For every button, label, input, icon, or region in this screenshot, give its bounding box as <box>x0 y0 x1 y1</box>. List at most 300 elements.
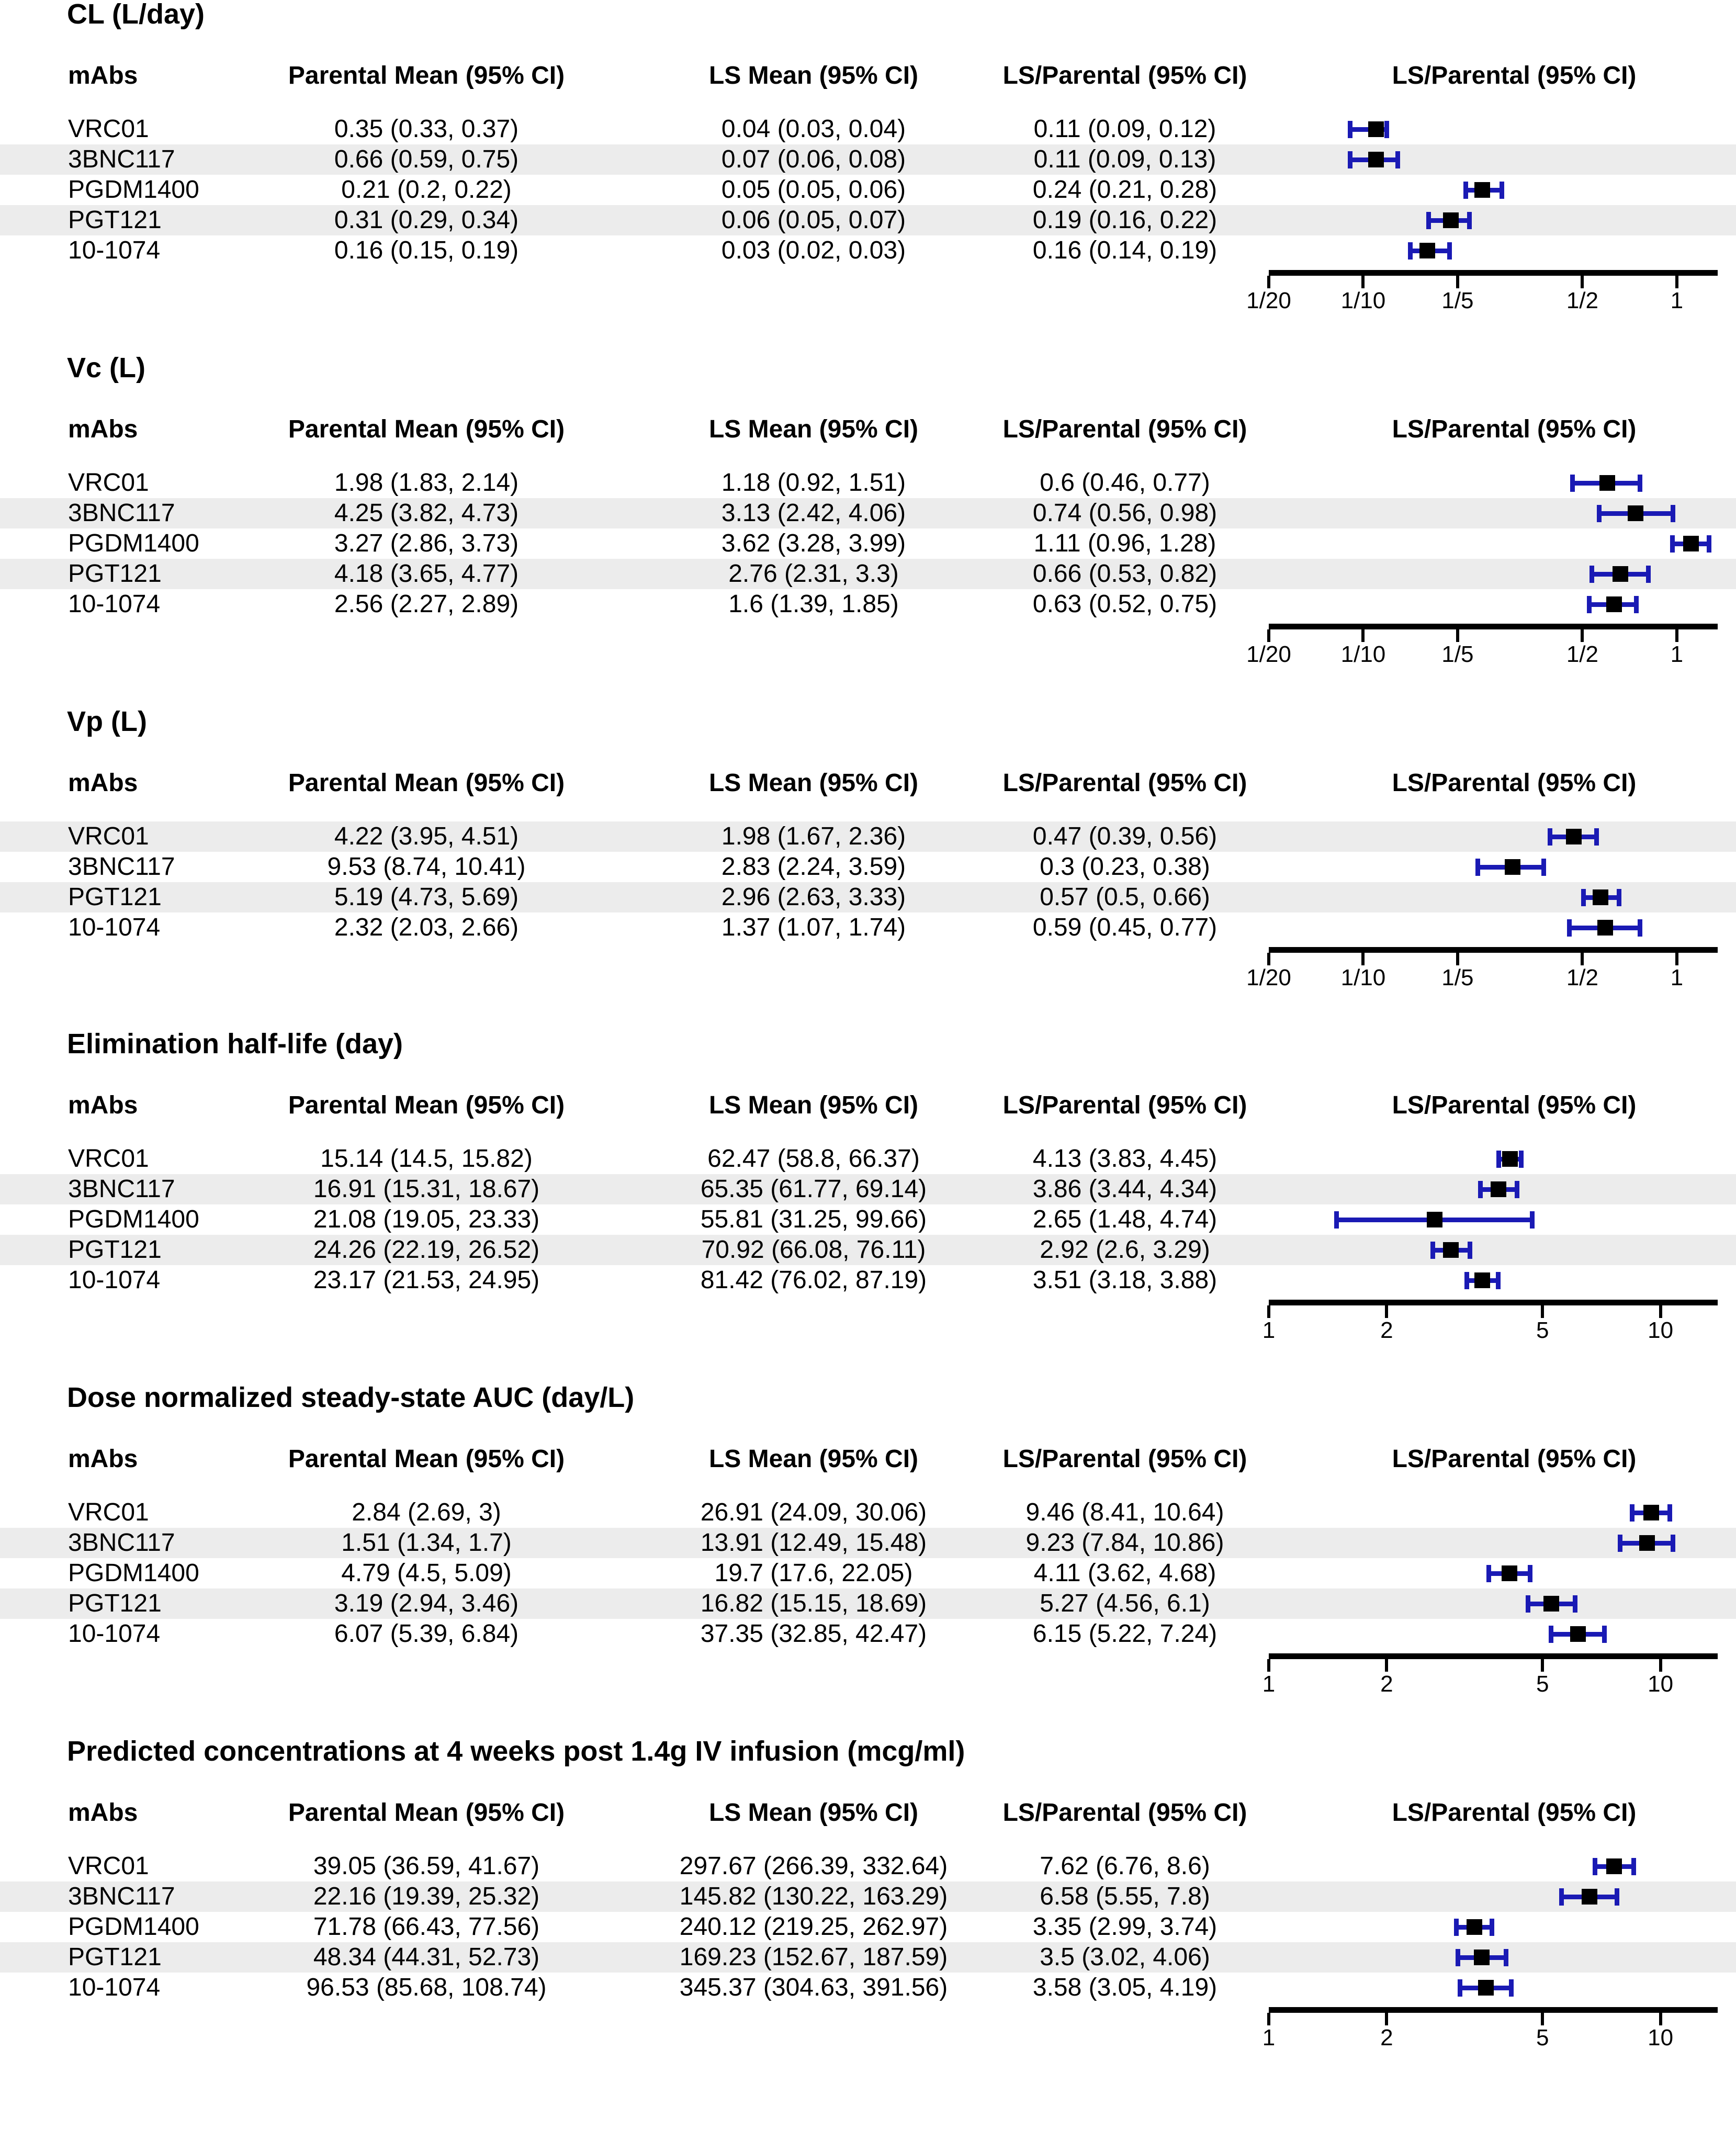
row-ls-mean: 3.13 (2.42, 4.06) <box>721 499 906 527</box>
axis-tick-label: 1/10 <box>1340 641 1386 667</box>
ci-cap-upper <box>1467 212 1472 229</box>
axis-tick <box>1675 276 1678 288</box>
ci-cap-upper <box>1615 1888 1619 1906</box>
row-ls-mean: 0.06 (0.05, 0.07) <box>721 206 906 234</box>
panel-title: Elimination half-life (day) <box>67 1028 403 1060</box>
row-parental-mean: 0.35 (0.33, 0.37) <box>334 115 519 143</box>
row-ls-parental-ratio: 0.19 (0.16, 0.22) <box>1032 206 1218 234</box>
column-header-mabs: mAbs <box>68 1091 138 1119</box>
point-estimate-marker <box>1368 152 1384 167</box>
ci-cap-lower <box>1408 242 1413 260</box>
row-mab-name: 10-1074 <box>68 590 161 618</box>
axis-tick-label: 1 <box>1262 1317 1276 1343</box>
axis-tick-label: 2 <box>1380 1671 1393 1697</box>
row-mab-name: PGT121 <box>68 883 162 911</box>
row-ls-mean: 3.62 (3.28, 3.99) <box>721 529 906 557</box>
row-ls-parental-ratio: 0.63 (0.52, 0.75) <box>1032 590 1218 618</box>
axis-tick-label: 10 <box>1648 1671 1674 1697</box>
column-header-ls-parental-plot: LS/Parental (95% CI) <box>1392 769 1637 797</box>
point-estimate-marker <box>1597 920 1613 936</box>
header-spacer <box>0 96 1736 114</box>
table-row <box>0 1558 1736 1588</box>
table-row <box>0 559 1736 589</box>
row-mab-name: VRC01 <box>68 115 149 143</box>
axis-tick <box>1659 1305 1662 1318</box>
axis-line <box>1269 624 1718 629</box>
row-ls-mean: 1.6 (1.39, 1.85) <box>728 590 899 618</box>
point-estimate-marker <box>1582 1889 1597 1905</box>
ci-cap-lower <box>1670 535 1675 553</box>
axis-tick <box>1581 276 1584 288</box>
column-header-ls-parental: LS/Parental (95% CI) <box>1002 415 1247 443</box>
ci-cap-lower <box>1478 1181 1483 1198</box>
row-mab-name: PGT121 <box>68 560 162 588</box>
axis-tick <box>1659 1659 1662 1672</box>
ci-cap-lower <box>1526 1595 1530 1613</box>
row-mab-name: VRC01 <box>68 823 149 850</box>
ci-cap-lower <box>1456 1949 1460 1966</box>
row-ls-parental-ratio: 3.35 (2.99, 3.74) <box>1032 1913 1218 1941</box>
column-header-ls-parental: LS/Parental (95% CI) <box>1002 769 1247 797</box>
row-ls-mean: 240.12 (219.25, 262.97) <box>679 1913 948 1941</box>
table-row <box>0 1942 1736 1973</box>
row-ls-parental-ratio: 4.13 (3.83, 4.45) <box>1032 1145 1218 1173</box>
row-mab-name: 3BNC117 <box>68 499 175 527</box>
axis-tick-label: 1/10 <box>1340 965 1386 990</box>
row-mab-name: 10-1074 <box>68 1266 161 1294</box>
row-parental-mean: 21.08 (19.05, 23.33) <box>313 1205 540 1233</box>
panel-title: Vp (L) <box>67 706 147 737</box>
ci-cap-upper <box>1496 1272 1501 1289</box>
row-ls-parental-ratio: 1.11 (0.96, 1.28) <box>1033 529 1216 557</box>
row-ls-parental-ratio: 0.59 (0.45, 0.77) <box>1032 914 1218 941</box>
ci-cap-lower <box>1567 919 1572 937</box>
table-header-row <box>0 409 1736 450</box>
row-ls-parental-ratio: 7.62 (6.76, 8.6) <box>1040 1852 1210 1880</box>
row-ls-mean: 0.03 (0.02, 0.03) <box>721 236 906 264</box>
axis-tick-label: 5 <box>1536 2025 1549 2050</box>
axis-tick <box>1267 953 1270 965</box>
axis-tick <box>1659 2013 1662 2025</box>
table-row <box>0 1912 1736 1942</box>
table-row <box>0 589 1736 619</box>
column-header-parental-mean: Parental Mean (95% CI) <box>288 62 565 89</box>
ci-cap-lower <box>1464 1272 1469 1289</box>
row-parental-mean: 0.16 (0.15, 0.19) <box>334 236 519 264</box>
ci-cap-upper <box>1646 566 1651 583</box>
row-parental-mean: 24.26 (22.19, 26.52) <box>313 1236 540 1264</box>
table-row <box>0 114 1736 144</box>
row-ls-mean: 2.76 (2.31, 3.3) <box>728 560 899 588</box>
axis-tick-label: 5 <box>1536 1317 1549 1343</box>
ci-cap-upper <box>1509 1979 1514 1997</box>
axis-tick-label: 1 <box>1670 641 1684 667</box>
ci-cap-upper <box>1617 889 1621 906</box>
row-ls-mean: 145.82 (130.22, 163.29) <box>679 1883 948 1910</box>
row-ls-mean: 0.05 (0.05, 0.06) <box>721 176 906 204</box>
row-ls-mean: 19.7 (17.6, 22.05) <box>714 1559 913 1587</box>
table-body <box>0 1144 1736 1295</box>
ci-cap-upper <box>1634 596 1639 613</box>
axis-tick-label: 1 <box>1670 965 1684 990</box>
axis-tick-label: 5 <box>1536 1671 1549 1697</box>
ci-cap-upper <box>1671 1535 1675 1552</box>
ci-cap-lower <box>1486 1565 1491 1582</box>
table-body <box>0 468 1736 619</box>
table-row <box>0 235 1736 266</box>
row-ls-mean: 2.96 (2.63, 3.33) <box>721 883 906 911</box>
table-row <box>0 852 1736 882</box>
axis-tick <box>1541 2013 1544 2025</box>
ci-cap-upper <box>1573 1595 1577 1613</box>
row-parental-mean: 2.32 (2.03, 2.66) <box>334 914 519 941</box>
ci-cap-upper <box>1707 535 1711 553</box>
axis-tick-label: 1/20 <box>1246 288 1291 313</box>
table-row <box>0 528 1736 559</box>
table-row <box>0 1528 1736 1558</box>
axis-tick-label: 1/20 <box>1246 965 1291 990</box>
table-row <box>0 1851 1736 1881</box>
table-header-row <box>0 763 1736 804</box>
row-ls-parental-ratio: 0.24 (0.21, 0.28) <box>1032 176 1218 204</box>
row-ls-parental-ratio: 0.3 (0.23, 0.38) <box>1040 853 1210 881</box>
panel-gap <box>0 1346 1736 1383</box>
panel-title: CL (L/day) <box>67 0 205 30</box>
row-ls-parental-ratio: 2.65 (1.48, 4.74) <box>1032 1205 1218 1233</box>
column-header-mabs: mAbs <box>68 769 138 797</box>
table-row <box>0 205 1736 235</box>
axis-line <box>1269 270 1718 276</box>
panel-title-spacer <box>0 1058 1736 1085</box>
point-estimate-marker <box>1478 1980 1494 1996</box>
column-header-ls-mean: LS Mean (95% CI) <box>708 415 919 443</box>
forest-axis <box>0 1649 1736 1699</box>
forest-axis <box>0 1295 1736 1346</box>
axis-tick <box>1267 276 1270 288</box>
row-ls-parental-ratio: 0.47 (0.39, 0.56) <box>1032 823 1218 850</box>
ci-cap-upper <box>1638 919 1642 937</box>
ci-cap-lower <box>1559 1888 1564 1906</box>
panel-title-spacer <box>0 1412 1736 1439</box>
row-mab-name: 3BNC117 <box>68 1883 175 1910</box>
row-parental-mean: 1.51 (1.34, 1.7) <box>341 1529 512 1557</box>
ci-cap-lower <box>1458 1979 1462 1997</box>
axis-tick <box>1385 1305 1388 1318</box>
row-mab-name: PGDM1400 <box>68 176 199 204</box>
axis-tick <box>1385 2013 1388 2025</box>
row-mab-name: VRC01 <box>68 1852 149 1880</box>
ci-cap-upper <box>1638 475 1642 492</box>
table-row <box>0 912 1736 943</box>
row-ls-mean: 0.04 (0.03, 0.04) <box>721 115 906 143</box>
row-mab-name: 10-1074 <box>68 1620 161 1648</box>
point-estimate-marker <box>1593 889 1608 905</box>
ci-cap-lower <box>1334 1211 1339 1229</box>
table-row <box>0 1265 1736 1295</box>
forest-panel <box>0 354 1736 670</box>
point-estimate-marker <box>1502 1565 1517 1581</box>
axis-tick <box>1385 1659 1388 1672</box>
panel-title-spacer <box>0 382 1736 409</box>
row-parental-mean: 2.56 (2.27, 2.89) <box>334 590 519 618</box>
ci-cap-lower <box>1549 1626 1553 1643</box>
ci-cap-lower <box>1348 121 1352 138</box>
point-estimate-marker <box>1606 596 1622 612</box>
ci-cap-lower <box>1581 889 1586 906</box>
forest-panel <box>0 0 1736 316</box>
table-row <box>0 882 1736 912</box>
ci-cap-lower <box>1348 151 1352 168</box>
table-row <box>0 144 1736 175</box>
column-header-parental-mean: Parental Mean (95% CI) <box>288 1091 565 1119</box>
column-header-ls-parental-plot: LS/Parental (95% CI) <box>1392 62 1637 89</box>
row-mab-name: PGDM1400 <box>68 1205 199 1233</box>
column-header-ls-parental: LS/Parental (95% CI) <box>1002 1799 1247 1827</box>
row-ls-mean: 1.98 (1.67, 2.36) <box>721 823 906 850</box>
panel-title-spacer <box>0 28 1736 55</box>
table-row <box>0 1497 1736 1528</box>
ci-cap-lower <box>1426 212 1431 229</box>
row-ls-mean: 2.83 (2.24, 3.59) <box>721 853 906 881</box>
axis-tick <box>1456 276 1459 288</box>
row-ls-parental-ratio: 4.11 (3.62, 4.68) <box>1033 1559 1216 1587</box>
axis-tick <box>1675 953 1678 965</box>
row-mab-name: VRC01 <box>68 1145 149 1173</box>
row-ls-mean: 1.18 (0.92, 1.51) <box>721 469 906 497</box>
forest-table <box>0 1793 1736 2003</box>
forest-axis <box>0 619 1736 670</box>
ci-cap-upper <box>1671 505 1675 522</box>
column-header-ls-parental: LS/Parental (95% CI) <box>1002 1445 1247 1473</box>
column-header-ls-parental-plot: LS/Parental (95% CI) <box>1392 1445 1637 1473</box>
row-ls-mean: 1.37 (1.07, 1.74) <box>721 914 906 941</box>
row-ls-parental-ratio: 6.15 (5.22, 7.24) <box>1032 1620 1218 1648</box>
table-row <box>0 1588 1736 1619</box>
axis-line <box>1269 1300 1718 1305</box>
forest-table <box>0 55 1736 266</box>
forest-axis <box>0 943 1736 993</box>
forest-panel <box>0 1383 1736 1699</box>
forest-panel <box>0 707 1736 993</box>
column-header-ls-parental: LS/Parental (95% CI) <box>1002 62 1247 89</box>
row-ls-mean: 65.35 (61.77, 69.14) <box>700 1175 927 1203</box>
axis-tick-label: 1/5 <box>1441 288 1474 313</box>
point-estimate-marker <box>1613 566 1628 582</box>
row-parental-mean: 5.19 (4.73, 5.69) <box>334 883 519 911</box>
table-row <box>0 821 1736 852</box>
ci-cap-upper <box>1447 242 1452 260</box>
ci-cap-upper <box>1468 1242 1472 1259</box>
axis-tick-label: 1/10 <box>1340 288 1386 313</box>
panel-title-spacer <box>0 736 1736 763</box>
row-ls-parental-ratio: 6.58 (5.55, 7.8) <box>1040 1883 1210 1910</box>
table-row <box>0 498 1736 528</box>
row-ls-mean: 297.67 (266.39, 332.64) <box>679 1852 948 1880</box>
header-spacer <box>0 1833 1736 1851</box>
table-row <box>0 1973 1736 2003</box>
row-parental-mean: 2.84 (2.69, 3) <box>352 1498 501 1526</box>
ci-cap-upper <box>1530 1211 1535 1229</box>
row-mab-name: VRC01 <box>68 469 149 497</box>
axis-tick-label: 1 <box>1262 1671 1276 1697</box>
row-mab-name: PGDM1400 <box>68 1559 199 1587</box>
panel-gap <box>0 1699 1736 1737</box>
row-ls-mean: 16.82 (15.15, 18.69) <box>700 1590 927 1617</box>
ci-cap-upper <box>1667 1504 1672 1522</box>
row-ls-parental-ratio: 3.51 (3.18, 3.88) <box>1032 1266 1218 1294</box>
row-parental-mean: 0.21 (0.2, 0.22) <box>341 176 512 204</box>
ci-cap-lower <box>1570 475 1575 492</box>
header-spacer <box>0 1480 1736 1497</box>
row-mab-name: 3BNC117 <box>68 853 175 881</box>
row-parental-mean: 0.66 (0.59, 0.75) <box>334 145 519 173</box>
row-parental-mean: 22.16 (19.39, 25.32) <box>313 1883 540 1910</box>
row-ls-mean: 55.81 (31.25, 99.66) <box>700 1205 927 1233</box>
row-ls-parental-ratio: 0.57 (0.5, 0.66) <box>1040 883 1210 911</box>
row-ls-parental-ratio: 3.86 (3.44, 4.34) <box>1032 1175 1218 1203</box>
column-header-parental-mean: Parental Mean (95% CI) <box>288 1799 565 1827</box>
row-mab-name: 3BNC117 <box>68 145 175 173</box>
ci-cap-lower <box>1630 1504 1634 1522</box>
axis-tick-label: 1/5 <box>1441 965 1474 990</box>
column-header-parental-mean: Parental Mean (95% CI) <box>288 769 565 797</box>
table-header-row <box>0 1439 1736 1480</box>
point-estimate-marker <box>1474 1272 1490 1288</box>
ci-cap-upper <box>1490 1919 1494 1936</box>
column-header-mabs: mAbs <box>68 1445 138 1473</box>
column-header-ls-mean: LS Mean (95% CI) <box>708 1799 919 1827</box>
point-estimate-marker <box>1639 1535 1655 1551</box>
axis-tick-label: 1 <box>1670 288 1684 313</box>
point-estimate-marker <box>1427 1212 1442 1227</box>
column-header-ls-parental-plot: LS/Parental (95% CI) <box>1392 1091 1637 1119</box>
row-mab-name: 10-1074 <box>68 236 161 264</box>
ci-cap-lower <box>1454 1919 1459 1936</box>
point-estimate-marker <box>1606 1858 1622 1874</box>
axis-tick-label: 10 <box>1648 2025 1674 2050</box>
point-estimate-marker <box>1474 1950 1490 1965</box>
row-ls-mean: 62.47 (58.8, 66.37) <box>707 1145 920 1173</box>
header-spacer <box>0 450 1736 468</box>
axis-tick <box>1675 629 1678 642</box>
ci-cap-upper <box>1504 1949 1508 1966</box>
row-ls-mean: 37.35 (32.85, 42.47) <box>700 1620 927 1648</box>
column-header-ls-mean: LS Mean (95% CI) <box>708 1091 919 1119</box>
axis-tick-label: 2 <box>1380 2025 1393 2050</box>
point-estimate-marker <box>1599 475 1615 491</box>
axis-tick <box>1267 1659 1270 1672</box>
panel-title: Predicted concentrations at 4 weeks post 1.4g IV infusion (mcg/ml) <box>67 1736 965 1767</box>
table-row <box>0 1174 1736 1204</box>
point-estimate-marker <box>1419 243 1435 258</box>
ci-cap-lower <box>1548 828 1552 846</box>
table-row <box>0 175 1736 205</box>
point-estimate-marker <box>1570 1626 1586 1642</box>
axis-tick-label: 1/2 <box>1566 288 1599 313</box>
point-estimate-marker <box>1474 182 1490 198</box>
column-header-ls-parental-plot: LS/Parental (95% CI) <box>1392 415 1637 443</box>
row-parental-mean: 1.98 (1.83, 2.14) <box>334 469 519 497</box>
point-estimate-marker <box>1543 1596 1559 1612</box>
axis-tick-label: 1 <box>1262 2025 1276 2050</box>
ci-cap-upper <box>1519 1151 1524 1168</box>
row-ls-mean: 26.91 (24.09, 30.06) <box>700 1498 927 1526</box>
table-body <box>0 114 1736 266</box>
ci-cap-lower <box>1430 1242 1435 1259</box>
column-header-parental-mean: Parental Mean (95% CI) <box>288 415 565 443</box>
forest-axis <box>0 266 1736 316</box>
column-header-ls-parental: LS/Parental (95% CI) <box>1002 1091 1247 1119</box>
panel-gap <box>0 670 1736 707</box>
forest-table <box>0 1439 1736 1649</box>
row-mab-name: PGDM1400 <box>68 529 199 557</box>
row-ls-parental-ratio: 9.46 (8.41, 10.64) <box>1025 1498 1224 1526</box>
row-mab-name: PGT121 <box>68 1236 162 1264</box>
forest-axis <box>0 2003 1736 2053</box>
point-estimate-marker <box>1502 1151 1518 1167</box>
row-parental-mean: 4.25 (3.82, 4.73) <box>334 499 519 527</box>
panel-title: Dose normalized steady-state AUC (day/L) <box>67 1382 635 1413</box>
header-spacer <box>0 1126 1736 1144</box>
axis-tick <box>1541 1659 1544 1672</box>
table-row <box>0 468 1736 498</box>
ci-cap-lower <box>1593 1858 1597 1875</box>
row-ls-parental-ratio: 9.23 (7.84, 10.86) <box>1025 1529 1224 1557</box>
row-ls-mean: 70.92 (66.08, 76.11) <box>701 1236 926 1264</box>
row-ls-parental-ratio: 0.74 (0.56, 0.98) <box>1032 499 1218 527</box>
row-mab-name: PGT121 <box>68 1943 162 1971</box>
ci-cap-upper <box>1384 121 1389 138</box>
row-parental-mean: 6.07 (5.39, 6.84) <box>334 1620 519 1648</box>
point-estimate-marker <box>1443 1242 1459 1258</box>
ci-cap-upper <box>1631 1858 1636 1875</box>
row-parental-mean: 39.05 (36.59, 41.67) <box>313 1852 540 1880</box>
table-row <box>0 1235 1736 1265</box>
axis-tick <box>1267 2013 1270 2025</box>
row-parental-mean: 48.34 (44.31, 52.73) <box>313 1943 540 1971</box>
ci-cap-upper <box>1515 1181 1519 1198</box>
forest-table <box>0 763 1736 943</box>
ci-cap-upper <box>1594 828 1599 846</box>
forest-table <box>0 409 1736 619</box>
axis-tick <box>1361 629 1365 642</box>
axis-tick-label: 1/20 <box>1246 641 1291 667</box>
axis-line <box>1269 2007 1718 2013</box>
row-ls-mean: 0.07 (0.06, 0.08) <box>721 145 906 173</box>
table-row <box>0 1619 1736 1649</box>
row-ls-mean: 345.37 (304.63, 391.56) <box>679 1974 948 2001</box>
panel-gap <box>0 316 1736 354</box>
row-mab-name: PGT121 <box>68 1590 162 1617</box>
forest-table <box>0 1085 1736 1295</box>
row-ls-mean: 81.42 (76.02, 87.19) <box>700 1266 927 1294</box>
row-ls-parental-ratio: 5.27 (4.56, 6.1) <box>1040 1590 1210 1617</box>
panel-title: Vc (L) <box>67 352 146 384</box>
table-row <box>0 1144 1736 1174</box>
table-body <box>0 1497 1736 1649</box>
row-parental-mean: 96.53 (85.68, 108.74) <box>306 1974 547 2001</box>
column-header-mabs: mAbs <box>68 62 138 89</box>
column-header-ls-parental-plot: LS/Parental (95% CI) <box>1392 1799 1637 1827</box>
table-body <box>0 1851 1736 2003</box>
column-header-parental-mean: Parental Mean (95% CI) <box>288 1445 565 1473</box>
row-mab-name: 10-1074 <box>68 1974 161 2001</box>
ci-cap-upper <box>1602 1626 1607 1643</box>
row-ls-mean: 13.91 (12.49, 15.48) <box>700 1529 927 1557</box>
row-parental-mean: 4.79 (4.5, 5.09) <box>341 1559 512 1587</box>
row-mab-name: VRC01 <box>68 1498 149 1526</box>
panel-gap <box>0 993 1736 1030</box>
